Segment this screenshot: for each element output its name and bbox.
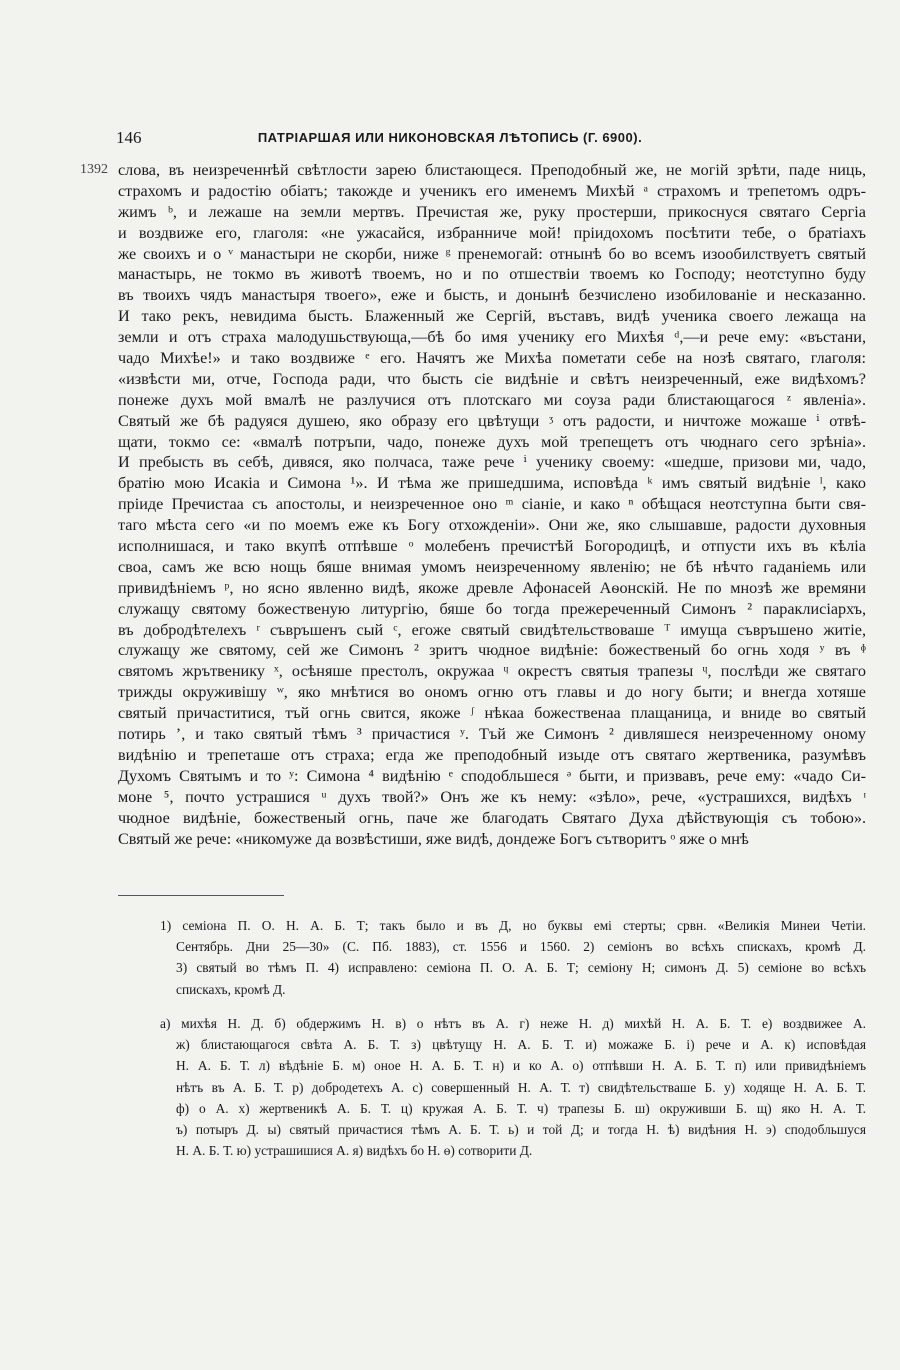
variant-note-line: ф) о А. х) жертвеникѣ А. Б. Т. ц) кружая А. Б. Т. ч) трапезы Б. ш) окруживши Б. щ) яко Н. А. Т. — [176, 1100, 866, 1116]
page-header — [0, 128, 900, 150]
text-line: братію мою Исакіа и Симона ¹». И тѣма же пришедшима, исповѣда ᵏ имъ святый видѣніе ˡ, како — [118, 474, 866, 493]
text-line: страхомъ и радостію обіатъ; такожде и ученикъ его именемъ Михѣй ᵃ страхомъ и трепетомъ одръ- — [118, 181, 866, 200]
text-line: святомъ жрътвенику ˣ, осѣняше престолъ, окружаа ᶣ окрестъ святыя трапезы ᶣ, послѣди же святаго — [118, 662, 866, 681]
text-line: манастырь, не токмо въ животѣ твоемъ, но и по отшествіи твоемъ ко Господу; неотступно буду — [118, 265, 866, 284]
text-line: чадо Михѣе!» и тако воздвиже ᵉ его. Начятъ же Михѣа пометати себе на нозѣ святаго, глаголя: — [118, 349, 866, 368]
text-line: своа, самъ же всю нощь бяше внимая умомъ неизреченному явленію; не бѣ нѣчто гаданіемь или — [118, 557, 866, 576]
text-line: таго мѣста сего «и по моемъ еже къ Богу отхожденіи». Они же, яко слышавше, радости духовныя — [118, 516, 866, 535]
text-line: щати, токмо се: «вмалѣ потръпи, чадо, понеже духъ мой трепещетъ отъ чюднаго сего зрѣніа». — [118, 432, 866, 451]
text-line: святый причаститися, тъй огнь свится, якоже ᶴ нѣкаа божественаа плащаница, и вниде во святый — [118, 704, 866, 723]
text-line: И тако рекъ, невидима бысть. Блаженный же Сергій, въставъ, видѣ ученика своего лежаща на — [118, 307, 866, 326]
text-line: служащу святому божественую литургію, бяше бо тогда прежереченный Симонъ ² параклисіархъ, — [118, 599, 866, 618]
variant-note-line: ъ) потыръ Д. ы) святый причастися тѣмъ А. Б. Т. ь) и той Д; и тогда Н. ѣ) видѣния Н. э) сподобльшуся — [176, 1121, 866, 1137]
numbered-footnotes — [160, 915, 866, 1000]
text-line: Святый же рече: «никомуже да возвѣстиши, яже видѣ, дондеже Богъ сътворитъ ᵒ яже о мнѣ — [118, 829, 749, 848]
text-line: потирь ʼ, и тако святый тѣмъ ³ причастися ʸ. Тъй же Симонъ ² дивляшеся неизреченному оному — [118, 725, 866, 744]
text-line: въ добродѣтелехъ ʳ съвръшенъ сый ᶜ, егоже святый свидѣтельствоваше ᵀ имуща съвръшено житіе, — [118, 620, 866, 639]
text-line: исполнишася, и тако вкупѣ отпѣвше ᵒ молебенъ пречистѣй Богородицѣ, и отпусти ихъ въ кѣліа — [118, 537, 866, 556]
text-line: трижды окруживішу ʷ, яко мнѣтися во ономъ огню отъ главы и до ногу быти; и внегда хотяше — [118, 683, 866, 702]
text-line: «извѣсти ми, отче, Господа ради, что бысть сіе видѣніе и свѣтъ неизреченный, еже видѣхомъ? — [118, 369, 866, 388]
footnote-line: Сентябрь. Дни 25—30» (С. Пб. 1883), ст. 1556 и 1560. 2) семіонъ во всѣхъ спискахъ, кромѣ Д. — [176, 939, 866, 955]
text-line: же своихъ и о ᵛ манастыри не скорби, ниже ᵍ пренемогай: отнынѣ бо во всемъ изообилствуетъ святый — [118, 244, 866, 263]
text-line: пріиде Пречистаа съ апостолы, и неизреченное оно ᵐ сіаніе, и како ⁿ обѣщася неотступна быти свя- — [118, 495, 866, 514]
variant-note-line: нѣтъ въ А. Б. Т. р) добродетехъ А. с) совершенный Н. А. Т. т) свидѣтельстваше Б. у) ходяще Н. А. Б. Т. — [176, 1079, 866, 1095]
text-line: жимъ ᵇ, и лежаше на земли мертвъ. Пречистая же, руку простерши, прикоснуся святаго Сергіа — [118, 202, 866, 221]
variant-note-line: Н. А. Б. Т. ю) устрашишися А. я) видѣхъ бо Н. ѳ) сотворити Д. — [176, 1143, 533, 1159]
text-line: понеже духъ мой вмалѣ не разлучися отъ плотскаго ми соуза ради блистающагося ᶻ явленіа». — [118, 390, 866, 409]
variant-note-line: Н. А. Б. Т. л) вѣдѣніе Б. м) оное Н. А. Б. Т. н) и ко А. о) отпѣвши Н. А. Б. Т. п) или привидѣніемъ — [176, 1058, 866, 1074]
running-title: ПАТРІАРШАЯ ИЛИ НИКОНОВСКАЯ ЛѢТОПИСЬ (Г. 6900). — [257, 130, 643, 145]
footnote-separator — [118, 895, 284, 896]
text-line: и воздвиже его, глаголя: «не ужасайся, избранниче мой! пріидохомъ посѣтити тебе, о братіахъ — [118, 223, 866, 242]
main-text — [118, 160, 866, 849]
page-number: 146 — [116, 128, 142, 147]
text-line: служащу же святому, сей же Симонъ ² зритъ чюдное видѣніе: божественый бо огнь ходя ʸ въ ᶲ — [118, 641, 866, 660]
footnote-line: 3) святый во тѣмъ П. 4) исправлено: семіона П. О. А. Б. Т; семіону Н; симонъ Д. 5) семіоне во всѣхъ — [176, 960, 866, 976]
lettered-footnotes — [160, 1013, 866, 1161]
variant-note-line: а) михѣя Н. Д. б) обдержимъ Н. в) о нѣтъ въ А. г) неже Н. д) михѣй Н. А. Б. Т. е) воздвижее А. — [160, 1016, 866, 1031]
year-marker: 1392 — [80, 162, 108, 177]
text-line: Святый же бѣ радуяся душею, яко образу его цвѣтущи ᶾ отъ радости, и ничтоже можаше ⁱ отвѣ- — [118, 411, 866, 430]
text-line: земли и отъ страха малодушьствующа,—бѣ бо имя ученику его Михѣя ᵈ,—и рече ему: «въстани, — [118, 328, 866, 347]
text-line: слова, въ неизреченнѣй свѣтлости зарею блистающеся. Преподобный же, не могій зрѣти, паде ниць, — [118, 161, 866, 179]
variant-note-line: ж) блистающагося свѣта А. Б. Т. з) цвѣтущу Н. А. Б. Т. и) можаже Б. і) рече и А. к) исповѣдая — [176, 1037, 866, 1053]
text-line: въ твоихъ чядъ манастыря твоего», еже и бысть, и донынѣ безчислено изобилованіе и несказанно. — [118, 286, 866, 305]
text-line: привидѣніемъ ᵖ, но ясно явленно видѣ, якоже древле Афонасей Аѳонскій. Не по мнозѣ же времяни — [118, 578, 866, 597]
text-line: моне ⁵, почто устрашися ᵘ духъ твой?» Онъ же къ нему: «зѣло», рече, «устрашихся, видѣхъ ᶦ — [118, 787, 866, 806]
footnote-line: спискахъ, кромѣ Д. — [176, 981, 286, 997]
text-line: видѣнію и трепеташе отъ страха; егда же преподобный изыде отъ святаго жертвеника, разумѣвъ — [118, 745, 866, 764]
text-line: чюдное видѣніе, божественый огнь, паче же благодать Святаго Духа дѣйствующія съ тобою». — [118, 808, 866, 827]
text-line: И пребысть въ себѣ, дивяся, яко полчаса, таже рече ⁱ ученику своему: «шедше, призови ми, чадо, — [118, 453, 866, 472]
footnote-line: 1) семіона П. О. Н. А. Б. Т; такъ было и въ Д, но буквы емі стерты; срвн. «Великія Минеи Четіи. — [160, 918, 866, 933]
text-line: Духомъ Святымъ и то ʸ: Симона ⁴ видѣнію ᵉ сподобльшеся ᵊ быти, и призвавъ, рече ему: «чадо Си- — [118, 766, 866, 785]
